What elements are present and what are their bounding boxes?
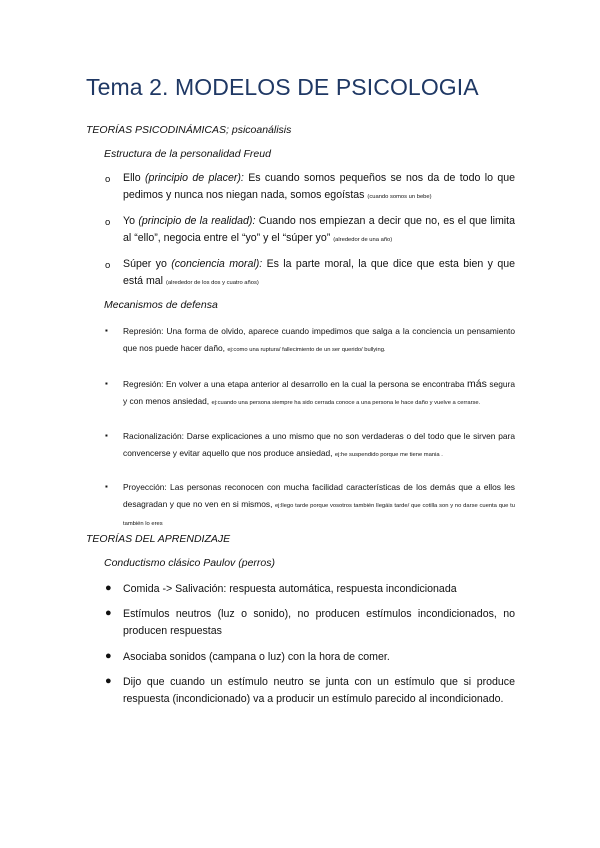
section-heading-aprendizaje: TEORÍAS DEL APRENDIZAJE [86, 533, 231, 545]
item-text: Es la parte moral, la que dice que esta bien y que está mal [123, 258, 515, 287]
item-label: Súper yo [123, 258, 167, 270]
dot-bullet-icon: ● [105, 607, 112, 619]
list-item [105, 376, 515, 411]
list-item [105, 581, 515, 598]
item-note: ej:como una ruptura/ fallecimiento de un ser querido/ bullying. [227, 346, 386, 353]
section-heading-psicodinamicas: TEORÍAS PSICODINÁMICAS; psicoanálisis [86, 124, 292, 136]
page-title: Tema 2. MODELOS DE PSICOLOGIA [86, 74, 479, 100]
item-label: Yo [123, 215, 135, 227]
item-text: Asociaba sonidos (campana o luz) con la hora de comer. [123, 651, 390, 663]
item-text: Proyección: Las personas reconocen con mucha facilidad características de los demás que a ellos les desagradan y que no ven en si mismos, [123, 482, 515, 509]
list-item [105, 213, 515, 249]
square-bullet-icon: ▪ [105, 326, 108, 335]
square-bullet-icon: ▪ [105, 379, 108, 388]
item-note: ej:llego tarde porque vosotros también llegáis tarde/ que cotilla son y no darse cuenta que tu también lo eres [123, 502, 516, 527]
dot-bullet-icon: ● [105, 675, 112, 687]
item-label: Ello [123, 172, 141, 184]
list-item [105, 428, 515, 463]
item-text: Comida -> Salivación: respuesta automática, respuesta incondicionada [123, 583, 457, 595]
circle-bullet-icon: o [105, 174, 111, 185]
item-text: Represión: Una forma de olvido, aparece cuando impedimos que salga a la conciencia un pensamiento que nos puede hacer daño, [123, 326, 515, 353]
item-note: ej:cuando una persona siempre ha sido cerrada conoce a una persona le hace daño y vuelve a cerrarse. [211, 399, 481, 406]
item-note: (cuando somos un bebe) [367, 194, 432, 200]
dot-bullet-icon: ● [105, 582, 112, 594]
subheading-estructura: Estructura de la personalidad Freud [104, 148, 271, 160]
list-item [105, 256, 515, 292]
item-paren: (principio de la realidad): [138, 215, 256, 227]
item-paren: (conciencia moral): [171, 258, 263, 270]
list-item [105, 170, 515, 206]
subheading-conductismo: Conductismo clásico Paulov (perros) [104, 557, 275, 569]
dot-bullet-icon: ● [105, 650, 112, 662]
item-note: ej:he suspendido porque me tiene mania . [334, 451, 443, 458]
square-bullet-icon: ▪ [105, 431, 108, 440]
list-item [105, 323, 515, 358]
circle-bullet-icon: o [105, 260, 111, 271]
subheading-mecanismos: Mecanismos de defensa [104, 299, 218, 311]
item-emphasis: más [466, 378, 487, 390]
list-item [105, 649, 515, 666]
item-text: Regresión: En volver a una etapa anterior al desarrollo en la cual la persona se encontraba [123, 379, 465, 389]
item-text: Es cuando somos pequeños se nos da de todo lo que pedimos y nunca nos niegan nada, somos egoístas [123, 172, 515, 201]
list-item [105, 479, 515, 533]
list-item [105, 606, 515, 640]
item-text: Dijo que cuando un estímulo neutro se junta con un estímulo que si produce respuesta (incondicionado) va a producir un estímulo parecido al incondicionado. [123, 676, 515, 705]
item-text-continued: segura y con menos ansiedad, [123, 379, 515, 406]
item-text: Estímulos neutros (luz o sonido), no producen estímulos incondicionados, no producen respuestas [123, 608, 515, 637]
item-text: Cuando nos empiezan a decir que no, es el que limita al “ello”, negocia entre el “yo” y el “súper yo” [123, 215, 515, 244]
item-paren: (principio de placer): [145, 172, 244, 184]
item-text: Racionalización: Darse explicaciones a uno mismo que no son verdaderas o del todo que le sirven para convencerse y evitar aquello que nos produce ansiedad, [123, 431, 515, 458]
item-note: (alrededor de una año) [333, 237, 393, 243]
circle-bullet-icon: o [105, 217, 111, 228]
list-item [105, 674, 515, 708]
square-bullet-icon: ▪ [105, 482, 108, 491]
item-note: (alrededor de los dos y cuatro años) [166, 280, 259, 286]
